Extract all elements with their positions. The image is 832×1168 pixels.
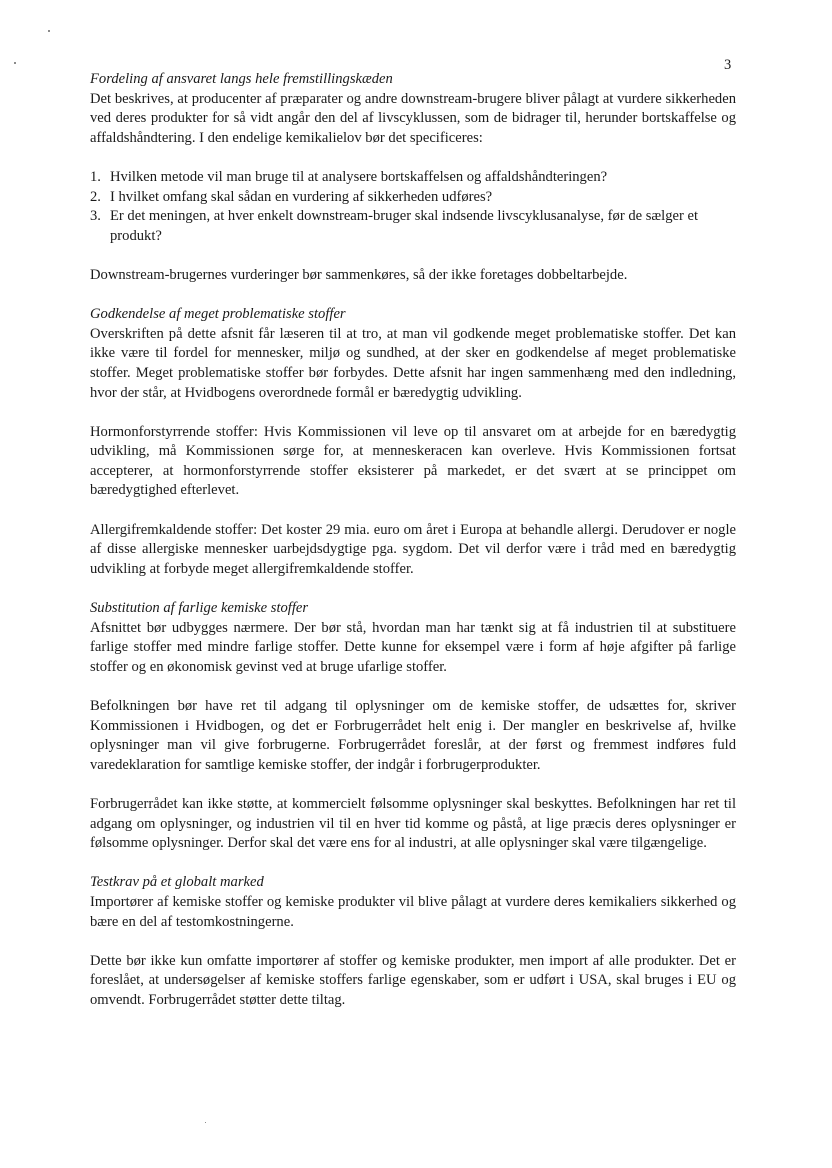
list-item — [90, 168, 736, 188]
paragraph: Allergifremkaldende stoffer: Det koster 29 mia. euro om året i Europa at behandle allergi. Derudover er nogle af disse allergiske mennesker uarbejdsdygtige pga. sygdom. Det vil derfor være i tråd med en bæredygtig udvikling at forbyde meget allergifremkaldende stoffer. — [90, 521, 736, 577]
paragraph: Befolkningen bør have ret til adgang til oplysninger om de kemiske stoffer, de udsættes for, skriver Kommissionen i Hvidbogen, og det er Forbrugerrådet helt enig i. Der mangler en beskrivelse af, hvilke oplysninger man vil give forbrugerne. Forbrugerrådet foreslår, at der først og fremmest indføres fuld varedeklaration for samtlige kemiske stoffer, der indgår i forbrugerprodukter. — [90, 698, 736, 773]
list-item-text: I hvilket omfang skal sådan en vurdering af sikkerheden udføres? — [110, 188, 493, 205]
scan-speck — [14, 62, 16, 64]
paragraph: Det beskrives, at producenter af præparater og andre downstream-brugere bliver pålagt at vurdere sikkerheden ved deres produkter for så vidt angår den del af livscyklussen, som de bidrager til, herunder bortskaffelse og affaldshåndtering. I den endelige kemikalielov bør det specificeres: — [90, 90, 736, 146]
list-item — [90, 188, 736, 208]
section-heading-fordeling: Fordeling af ansvaret langs hele fremstillingskæden — [90, 71, 393, 87]
document-body — [90, 70, 736, 1011]
paragraph: Afsnittet bør udbygges nærmere. Der bør stå, hvordan man har tænkt sig at få industrien til at substituere farlige stoffer med mindre farlige stoffer. Dette kunne for eksempel være i form af høje afgifter på farlige stoffer og en økonomisk gevinst ved at bruge ufarlige stoffer. — [90, 619, 736, 675]
paragraph: Forbrugerrådet kan ikke støtte, at kommercielt følsomme oplysninger skal beskyttes. Befolkningen har ret til adgang om oplysninger, og industrien vil til en hver tid komme og påstå, at lige præcis deres oplysninger er følsomme oplysninger. Derfor skal det være ens for al industri, at alle oplysninger skal være tilgængelige. — [90, 795, 736, 852]
paragraph: Overskriften på dette afsnit får læseren til at tro, at man vil godkende meget problematiske stoffer. Det kan ikke være til fordel for mennesker, miljø og sundhed, at der sker en godkendelse af meget problematiske stoffer. Meget problematiske stoffer bør forbydes. Dette afsnit har ingen sammenhæng med den indledning, hvor der står, at Hvidbogens overordnede formål er bæredygtig udvikling. — [90, 325, 736, 401]
list-number: 1. — [90, 168, 101, 185]
numbered-list — [90, 168, 736, 246]
paragraph: Downstream-brugernes vurderinger bør sammenkøres, så der ikke foretages dobbeltarbejde. — [90, 266, 628, 283]
section-heading-testkrav: Testkrav på et globalt marked — [90, 874, 264, 891]
list-item — [90, 207, 736, 246]
section-heading-godkendelse: Godkendelse af meget problematiske stoffer — [90, 306, 346, 323]
list-number: 2. — [90, 188, 101, 205]
paragraph: Dette bør ikke kun omfatte importører af stoffer og kemiske produkter, men import af alle produkter. Det er foreslået, at undersøgelser af kemiske stoffers farlige egenskaber, som er udført i USA, skal bruges i EU og omvendt. Forbrugerrådet støtter dette tiltag. — [90, 952, 736, 1008]
paragraph: Hormonforstyrrende stoffer: Hvis Kommissionen vil leve op til ansvaret om at arbejde for en bæredygtig udvikling, må Kommissionen sørge for, at menneskeracen kan overleve. Hvis Kommissionen fortsat accepterer, at hormonforstyrrende stoffer eksisterer på markedet, er det svært at se princippet om bæredygtighed efterlevet. — [90, 423, 736, 499]
section-heading-substitution: Substitution af farlige kemiske stoffer — [90, 600, 309, 617]
list-item-text: Er det meningen, at hver enkelt downstream-bruger skal indsende livscyklusanalyse, før de sælger et produkt? — [110, 208, 699, 244]
list-item-text: Hvilken metode vil man bruge til at analysere bortskaffelsen og affaldshåndteringen? — [110, 168, 608, 185]
list-number: 3. — [90, 208, 101, 225]
page-number: 3 — [724, 57, 732, 73]
scan-speck — [48, 30, 50, 32]
paragraph: Importører af kemiske stoffer og kemiske produkter vil blive pålagt at vurdere deres kemikaliers sikkerhed og bære en del af testomkostningerne. — [90, 893, 736, 930]
scan-speck — [205, 1122, 206, 1123]
